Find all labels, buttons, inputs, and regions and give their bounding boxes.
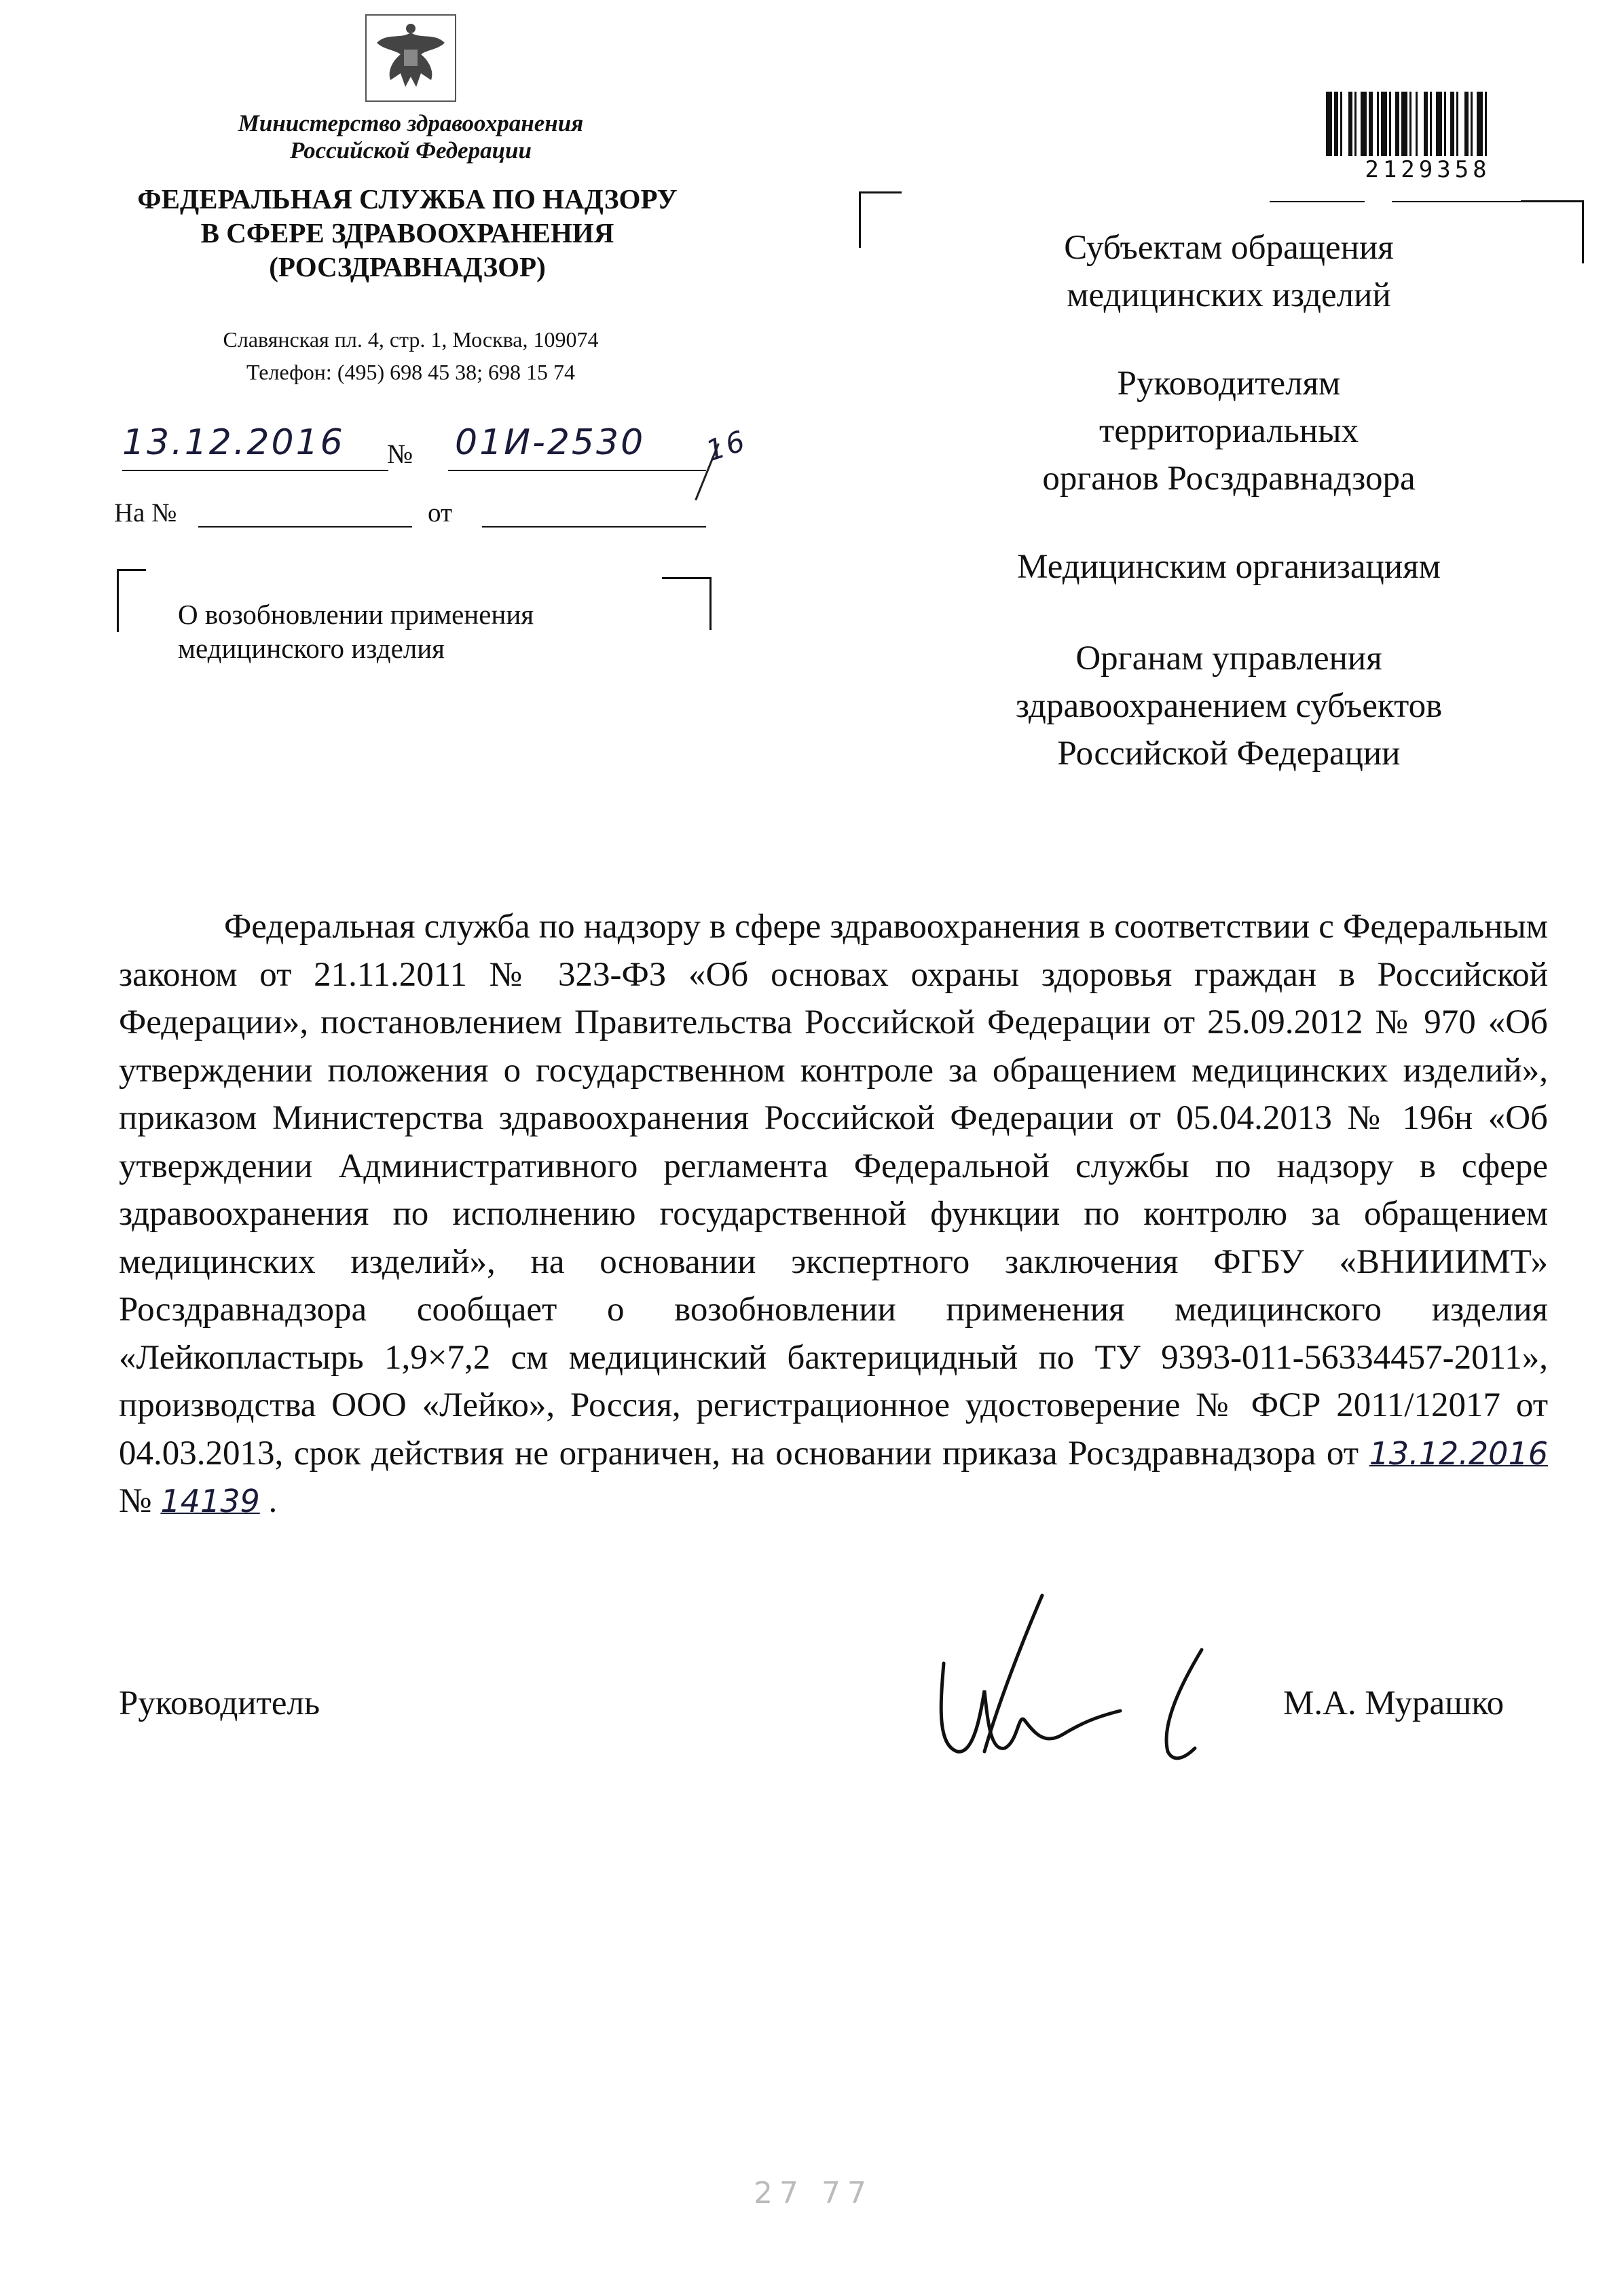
barcode-bar xyxy=(1485,92,1487,156)
order-date: 13.12.2016 xyxy=(1369,1435,1548,1472)
coat-of-arms-icon xyxy=(363,12,458,104)
barcode-bar xyxy=(1477,92,1483,156)
address-line: Телефон: (495) 698 45 38; 698 15 74 xyxy=(246,360,576,384)
barcode-bar xyxy=(1334,92,1338,156)
barcode-bar xyxy=(1389,92,1391,156)
recipient-line: здравоохранением субъектов xyxy=(1015,687,1443,725)
barcode-bar xyxy=(1409,92,1411,156)
reference-number-label: На № xyxy=(114,498,177,528)
barcode-bar xyxy=(1430,92,1432,156)
body-text: Федеральная служба по надзору в сфере здравоохранения в соответствии с Федеральным законом от 21.11.2011 № 323-ФЗ «Об основах охраны здоровья граждан в Российской Федерации», постановлением Правительства Российской Федерации от 25.09.2012 № 970 «Об утверждении положения о государственном контроле за обращением медицинских изделий», приказом Министерства здравоохранения Российской Федерации от 05.04.2013 № 196н «Об утверждении Административного регламента Федеральной службы по надзору в сфере здравоохранения по исполнению государственной функции по контролю за обращением медицинских изделий», на основании экспертного заключения ФГБУ «ВНИИИМТ» Росздравнадзора сообщает о возобновлении применения медицинского изделия «Лейкопластырь 1,9×7,2 см медицинский бактерицидный по ТУ 9393-011-56334457-2011», производства ООО «Лейко», Россия, регистрационное удостоверение № ФСР 2011/12017 от 04.03.2013, срок действия не ограничен, на основании приказа Росздравнадзора от xyxy=(119,908,1548,1473)
barcode-bar xyxy=(1401,92,1407,156)
subject-line: медицинского изделия xyxy=(178,633,445,664)
address-line: Славянская пл. 4, стр. 1, Москва, 109074 xyxy=(223,327,599,352)
handwritten-signature xyxy=(917,1589,1242,1792)
registration-number: 01И-2530 xyxy=(455,422,646,463)
barcode-bar xyxy=(1326,92,1332,156)
body-paragraph xyxy=(119,903,1548,1525)
reference-date-label: от xyxy=(428,498,453,528)
recipient-line: Российской Федерации xyxy=(1057,735,1401,773)
reference-date-field xyxy=(482,526,706,528)
recipients-corner-right xyxy=(1521,200,1584,263)
letter-body xyxy=(119,903,1548,1525)
barcode-bar xyxy=(1395,92,1399,156)
barcode-bar xyxy=(1416,92,1418,156)
faint-stamp xyxy=(747,2172,923,2213)
recipient-block xyxy=(937,360,1521,502)
recipient-line: органов Росздравнадзора xyxy=(1042,460,1416,498)
barcode-bar xyxy=(1361,92,1367,156)
barcode-divider xyxy=(1392,201,1528,202)
barcode-bar xyxy=(1340,92,1342,156)
letter-subject xyxy=(178,597,694,665)
barcode-bar xyxy=(1348,92,1352,156)
barcode-bar xyxy=(1450,92,1454,156)
barcode xyxy=(1326,3,1540,160)
recipient-line: Медицинским организациям xyxy=(1017,548,1441,586)
barcode-bar xyxy=(1436,92,1442,156)
barcode-bar xyxy=(1464,92,1469,156)
subject-line: О возобновлении применения xyxy=(178,599,534,630)
barcode-bar xyxy=(1471,92,1473,156)
recipient-line: территориальных xyxy=(1099,412,1359,450)
address-block xyxy=(146,323,676,388)
barcode-number: 2129358 xyxy=(1365,156,1491,183)
body-end: . xyxy=(259,1482,278,1520)
registration-number-label: № xyxy=(387,439,413,469)
barcode-bar xyxy=(1354,92,1357,156)
barcode-bar xyxy=(1444,92,1446,156)
barcode-bar xyxy=(1456,92,1458,156)
signatory-name: М.А. Мурашко xyxy=(1283,1684,1505,1722)
recipient-line: Субъектам обращения xyxy=(1064,229,1394,267)
reference-number-field xyxy=(198,526,412,528)
recipient-line: Органам управления xyxy=(1075,640,1382,678)
ministry-name xyxy=(146,110,676,164)
subject-corner-left xyxy=(117,569,146,632)
recipients-corner-left xyxy=(859,191,902,248)
ministry-line: Российской Федерации xyxy=(290,137,532,164)
signatory-position: Руководитель xyxy=(119,1684,320,1722)
order-number-label: № xyxy=(119,1482,161,1520)
registration-number-suffix: 16 xyxy=(701,424,751,468)
recipient-block xyxy=(937,635,1521,777)
order-number: 14139 xyxy=(160,1483,260,1519)
recipient-line: Руководителям xyxy=(1117,365,1341,403)
barcode-bar xyxy=(1424,92,1428,156)
barcode-divider xyxy=(1270,201,1365,202)
number-underline xyxy=(448,470,706,471)
barcode-bar xyxy=(1369,92,1373,156)
barcode-bar xyxy=(1377,92,1379,156)
service-line: (РОСЗДРАВНАДЗОР) xyxy=(269,251,546,282)
recipient-block xyxy=(937,543,1521,591)
recipient-block xyxy=(937,224,1521,319)
recipient-line: медицинских изделий xyxy=(1067,276,1391,314)
stamp-text: 27 77 xyxy=(754,2176,873,2210)
service-line: ФЕДЕРАЛЬНАЯ СЛУЖБА ПО НАДЗОРУ xyxy=(137,183,678,215)
ministry-line: Министерство здравоохранения xyxy=(238,110,584,136)
service-line: В СФЕРЕ ЗДРАВООХРАНЕНИЯ xyxy=(200,217,614,248)
barcode-bar xyxy=(1381,92,1387,156)
registration-date: 13.12.2016 xyxy=(122,422,345,463)
date-underline xyxy=(122,470,388,471)
service-name xyxy=(102,182,713,284)
